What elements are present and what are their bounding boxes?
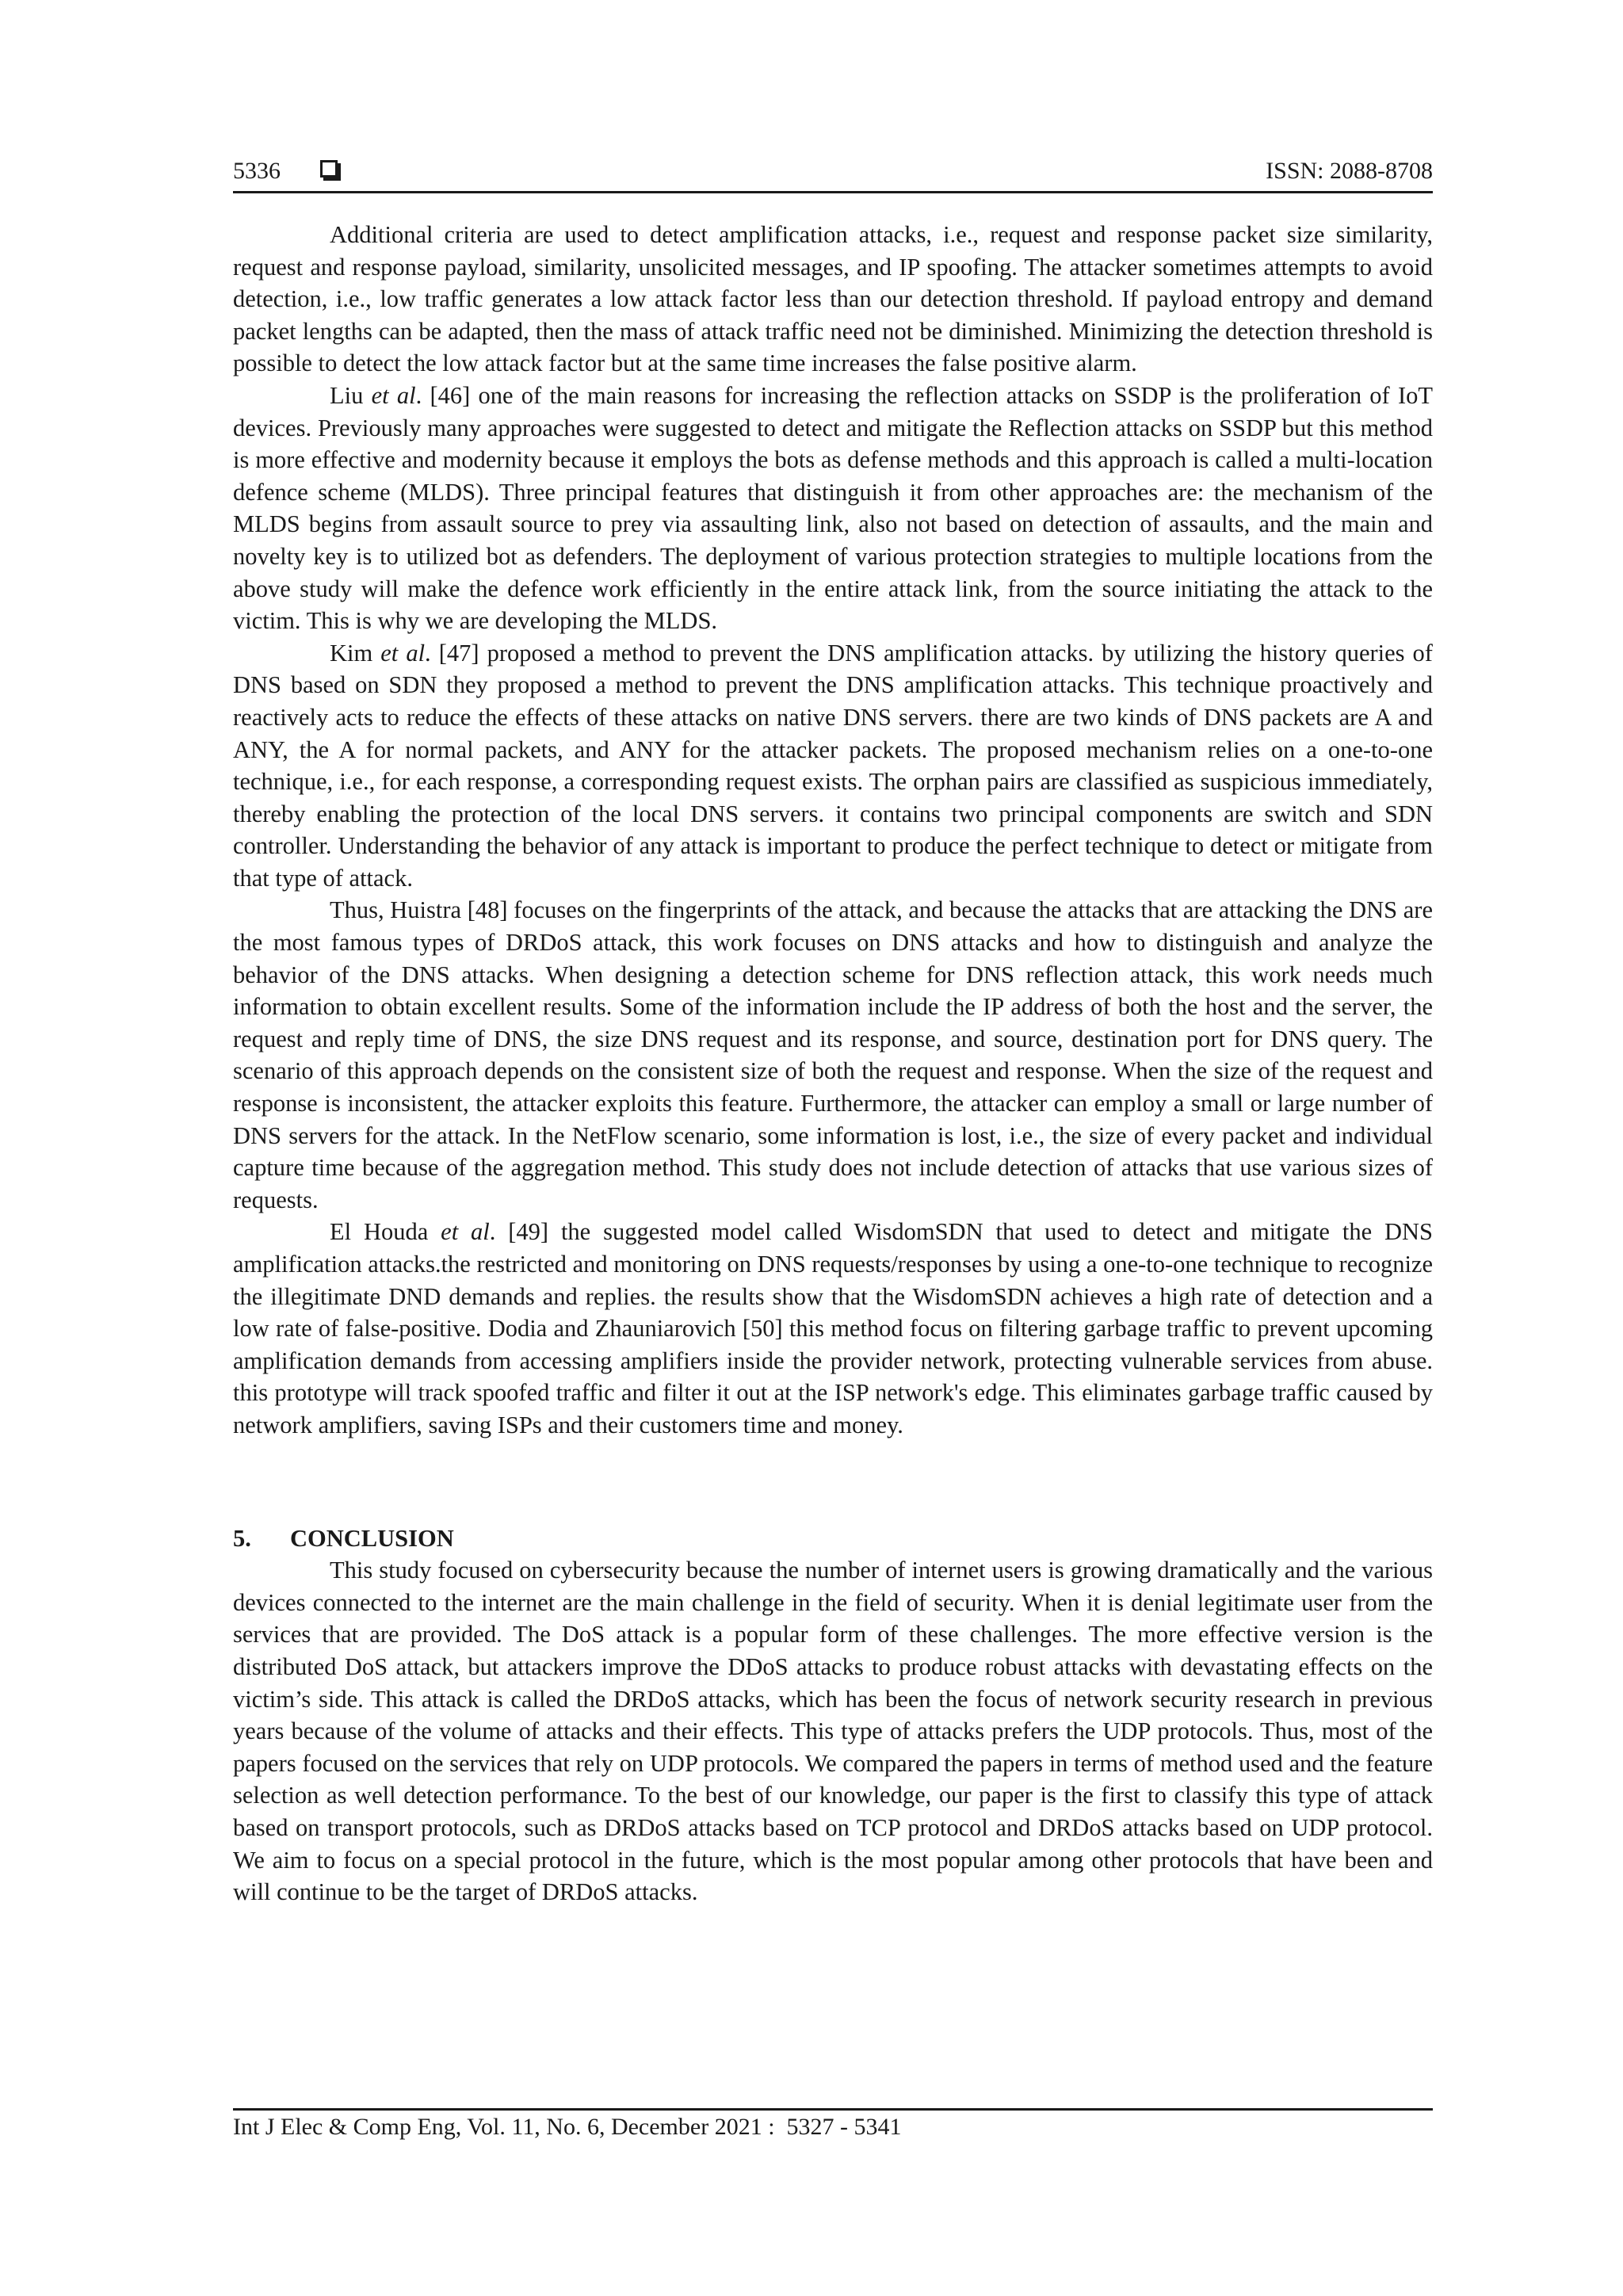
article-body [233,219,1433,1908]
et-al-italic: et al [371,381,416,409]
issn-label: ISSN: 2088-8708 [1266,158,1433,184]
paragraph-text: . [49] the suggested model called WisdomSDN that used to detect and mitigate the DNS amplification attacks.the restricted and monitoring on DNS requests/responses by using a one-to-one technique to recognize the illegitimate DND demands and replies. the results show that the WisdomSDN achieves a high rate of detection and a low rate of false-positive. Dodia and Zhauniarovich [50] this method focus on filtering garbage traffic to prevent upcoming amplification demands from accessing amplifiers inside the provider network, protecting vulnerable services from abuse. this prototype will track spoofed traffic and filter it out at the ISP network's edge. This eliminates garbage traffic caused by network amplifiers, saving ISPs and their customers time and money. [233,1218,1433,1438]
square-box-icon [320,160,338,178]
paragraph-text: Thus, Huistra [48] focuses on the fingerprints of the attack, and because the attacks that are attacking the DNS are the most famous types of DRDoS attack, this work focuses on DNS attacks and how to distinguish and analyze the behavior of the DNS attacks. When designing a detection scheme for DNS reflection attack, this work needs much information to obtain excellent results. Some of the information include the IP address of both the host and the server, the request and reply time of DNS, the size DNS request and its response, and source, destination port for DNS query. The scenario of this approach depends on the consistent size of both the request and response. When the size of the request and response is inconsistent, the attacker exploits this feature. Furthermore, the attacker can employ a small or large number of DNS servers for the attack. In the NetFlow scenario, some information is lost, i.e., the size of every packet and individual capture time because of the aggregation method. This study does not include detection of attacks that use various sizes of requests. [233,896,1433,1213]
paragraph-lead: El Houda [330,1218,441,1246]
paragraph-text: This study focused on cybersecurity because the number of internet users is growing dramatically and the various devices connected to the internet are the main challenge in the field of security. When it is denial legitimate user from the services that are provided. The DoS attack is a popular form of these challenges. The more effective version is the distributed DoS attack, but attackers improve the DDoS attacks to produce robust attacks with devastating effects on the victim’s side. This attack is called the DRDoS attacks, which has been the focus of network security research in previous years because of the volume of attacks and their effects. This type of attacks prefers the UDP protocols. Thus, most of the papers focused on the services that rely on UDP protocols. We compared the papers in terms of method used and the feature selection as well detection performance. To the best of our knowledge, our paper is the first to classify this type of attack based on transport protocols, such as DRDoS attacks based on TCP protocol and DRDoS attacks based on UDP protocol. We aim to focus on a special protocol in the future, which is the most popular among other protocols that have been and will continue to be the target of DRDoS attacks. [233,1557,1433,1906]
paragraph-text: Additional criteria are used to detect amplification attacks, i.e., request and response packet size similarity, request and response payload, similarity, unsolicited messages, and IP spoofing. The attacker sometimes attempts to avoid detection, i.e., low traffic generates a low attack factor less than our detection threshold. If payload entropy and demand packet lengths can be adapted, then the mass of attack traffic need not be diminished. Minimizing the detection threshold is possible to detect the low attack factor but at the same time increases the false positive alarm. [233,221,1433,377]
paragraph-text: . [46] one of the main reasons for increasing the reflection attacks on SSDP is the proliferation of IoT devices. Previously many approaches were suggested to detect and mitigate the Reflection attacks on SSDP but this method is more effective and modernity because it employs the bots as defense methods and this approach is called a multi-location defence scheme (MLDS). Three principal features that distinguish it from other approaches are: the mechanism of the MLDS begins from assault source to prey via assaulting link, also not based on detection of assaults, and the main and novelty key is to utilized bot as defenders. The deployment of various protection strategies to multiple locations from the above study will make the defence work efficiently in the entire attack link, from the source initiating the attack to the victim. This is why we are developing the MLDS. [233,381,1433,635]
header-rule [233,191,1433,193]
footer-rule [233,2108,1433,2111]
paragraph-el-houda [233,1216,1433,1441]
paragraph-lead: Kim [330,639,381,667]
paragraph-lead: Liu [330,381,372,409]
paragraph-liu [233,380,1433,637]
paragraph-kim [233,637,1433,895]
paragraph-amplification-criteria [233,219,1433,380]
paragraph-text: . [47] proposed a method to prevent the DNS amplification attacks. by utilizing the history queries of DNS based on SDN they proposed a method to prevent the DNS amplification attacks. This technique proactively and reactively acts to reduce the effects of these attacks on native DNS servers. there are two kinds of DNS packets are A and ANY, the A for normal packets, and ANY for the attacker packets. The proposed mechanism relies on a one-to-one technique, i.e., for each response, a corresponding request exists. The orphan pairs are classified as suspicious immediately, thereby enabling the protection of the local DNS servers. it contains two principal components are switch and SDN controller. Understanding the behavior of any attack is important to produce the perfect technique to detect or mitigate from that type of attack. [233,639,1433,892]
paragraph-huistra [233,894,1433,1216]
page-header [233,155,1433,187]
section-heading-conclusion [233,1522,1433,1555]
page-number: 5336 [233,158,281,184]
section-number: 5. [233,1524,251,1552]
et-al-italic: et al [441,1218,490,1246]
et-al-italic: et al [380,639,426,667]
page-footer-citation: Int J Elec & Comp Eng, Vol. 11, No. 6, December 2021 : 5327 - 5341 [233,2114,902,2140]
paragraph-conclusion [233,1554,1433,1908]
section-title: CONCLUSION [290,1524,454,1552]
